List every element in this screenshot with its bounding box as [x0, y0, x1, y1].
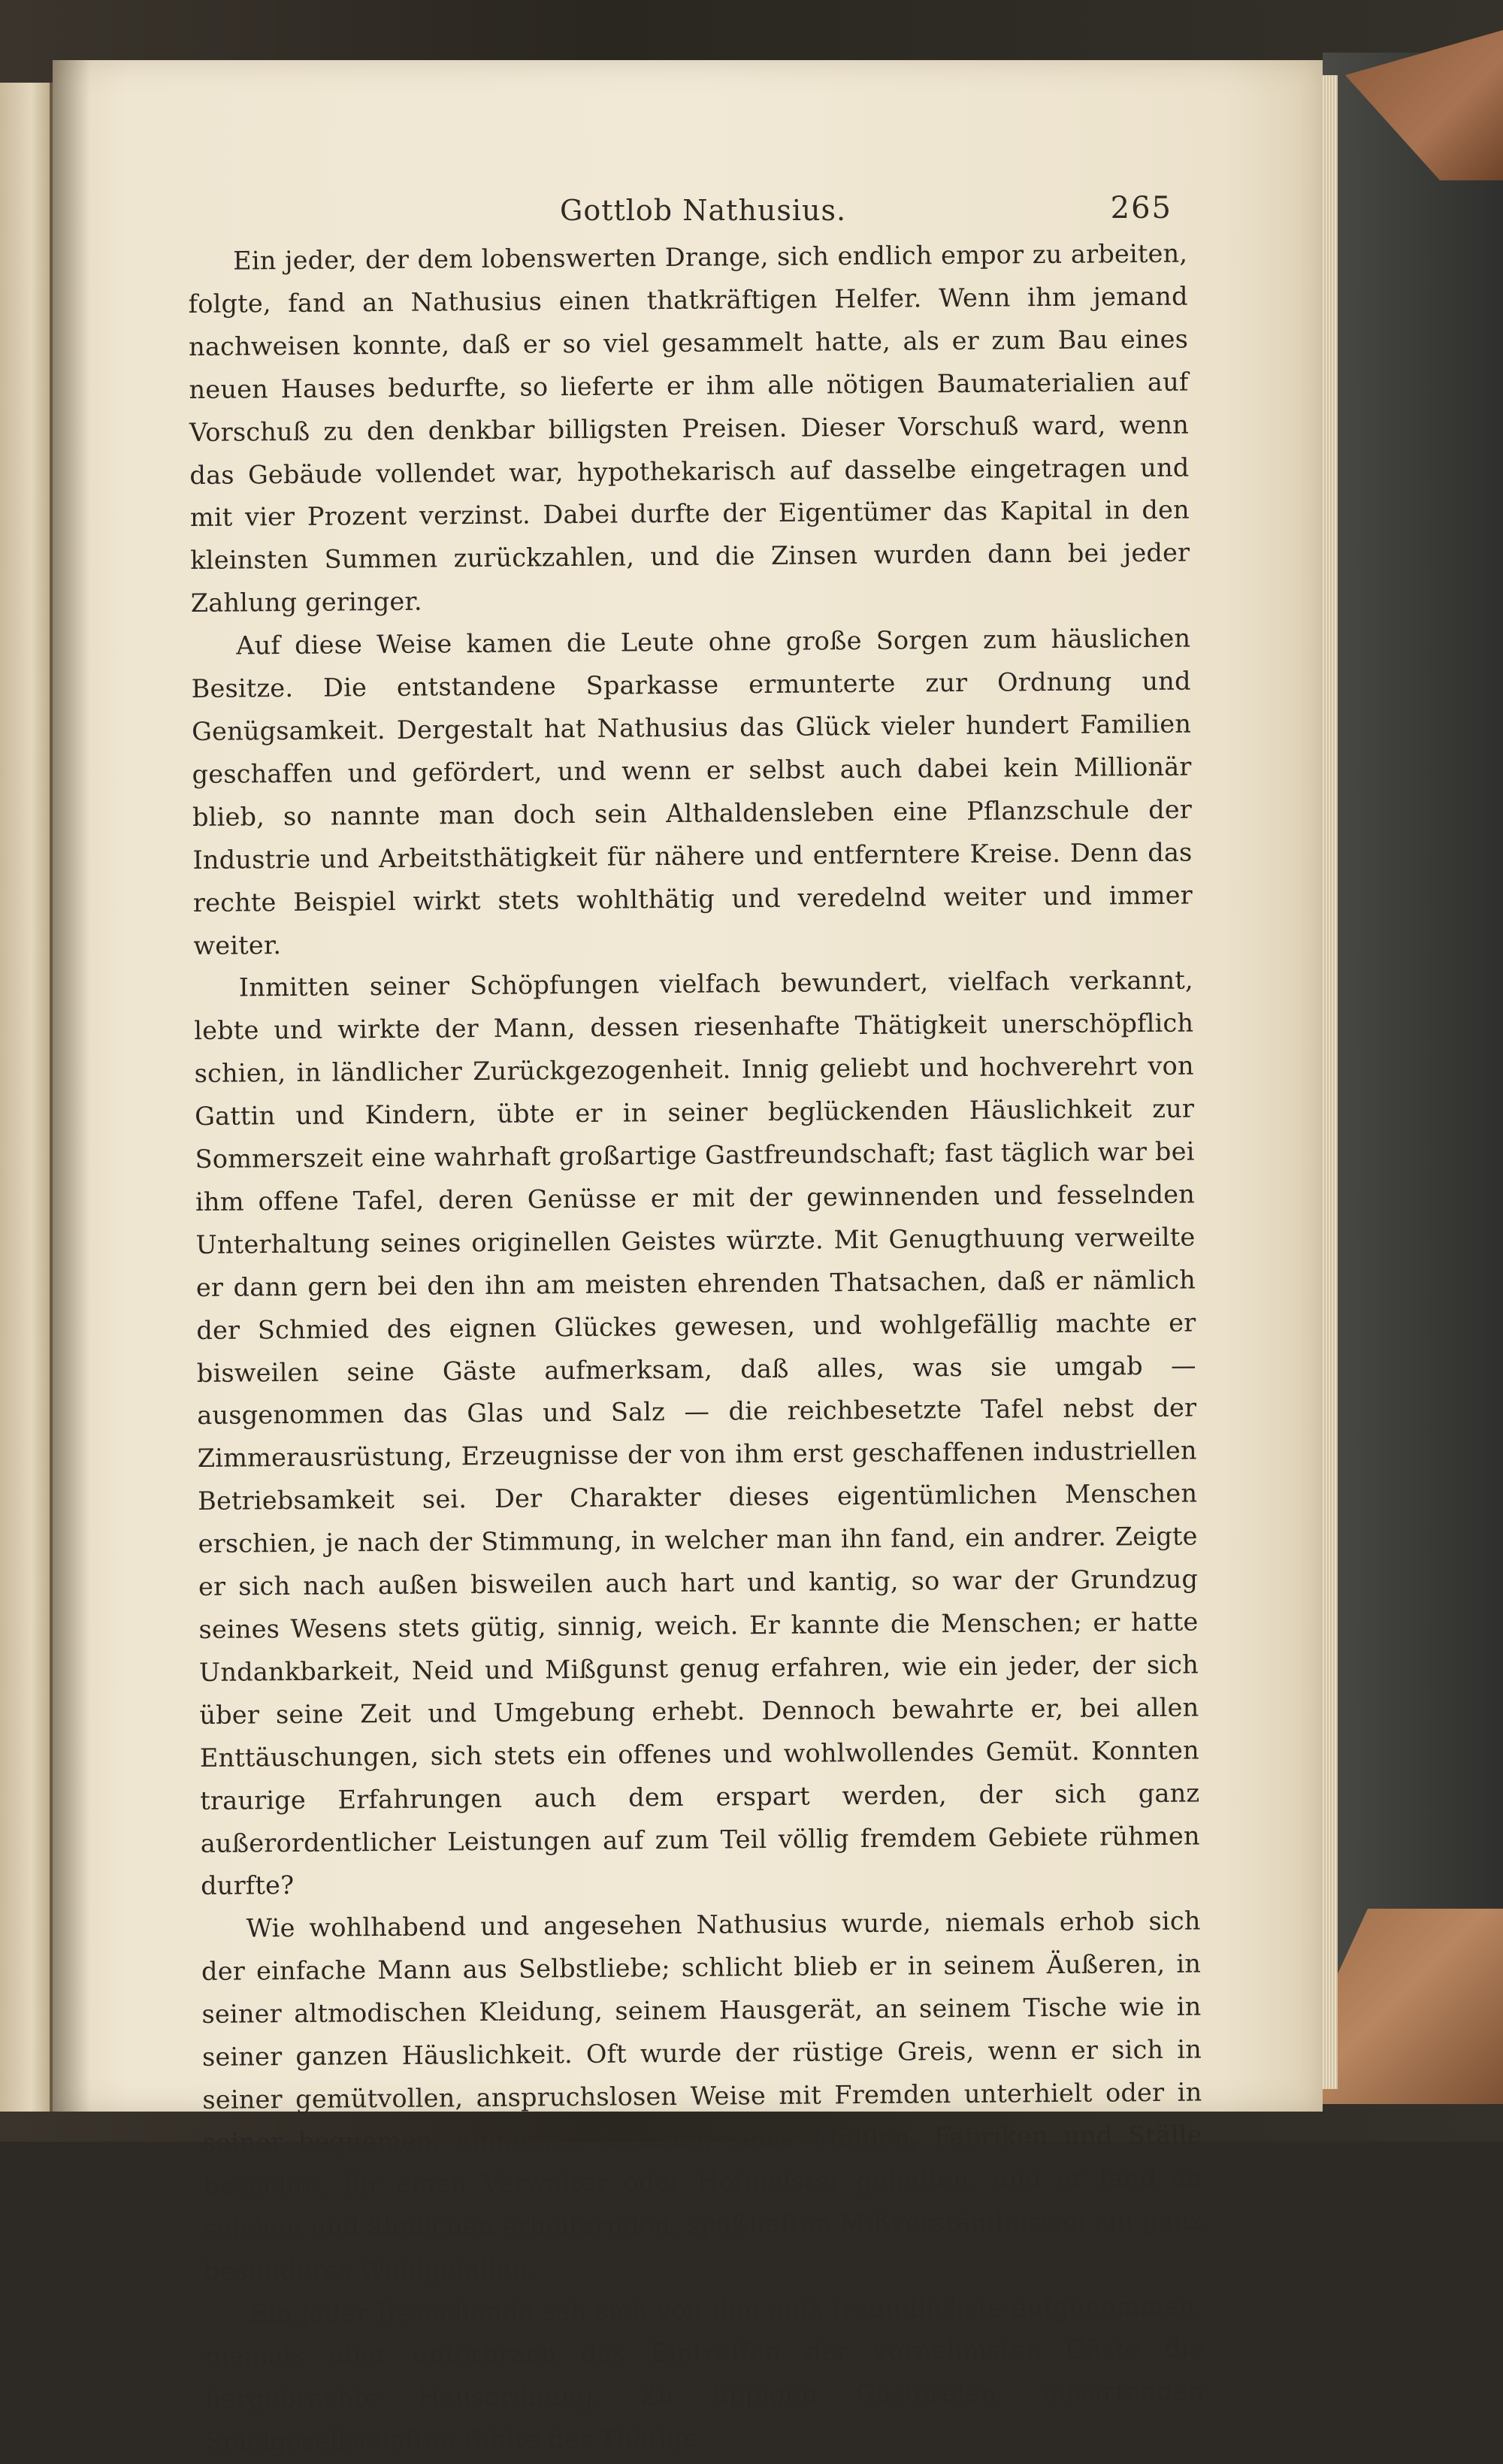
- paragraph: Inmitten seiner Schöpfungen vielfach bewundert, vielfach verkannt, lebte und wirkte der Mann, dessen riesenhafte Thätigkeit unerschöpflich schien, in ländlicher Zurückgezogenheit. Innig geliebt und hochverehrt von Gattin und Kindern, übte er in seiner beglückenden Häuslichkeit zur Sommerszeit eine wahrhaft großartige Gastfreundschaft; fast täglich war bei ihm offene Tafel, deren Genüsse er mit der gewinnenden und fesselnden Unterhaltung seines originellen Geistes würzte. Mit Genugthuung verweilte er dann gern bei den ihn am meisten ehrenden Thatsachen, daß er nämlich der Schmied des eignen Glückes gewesen, und wohlgefällig machte er bisweilen seine Gäste aufmerksam, daß alles, was sie umgab — ausgenommen das Glas und Salz — die reichbesetzte Tafel nebst der Zimmerausrüstung, Erzeugnisse der von ihm erst geschaffenen industriellen Betriebsamkeit sei. Der Charakter dieses eigentümlichen Menschen erschien, je nach der Stimmung, in welcher man ihn fand, ein andrer. Zeigte er sich nach außen bisweilen auch hart und kantig, so war der Grundzug seines Wesens stets gütig, sinnig, weich. Er kannte die Menschen; er hatte Undankbarkeit, Neid und Mißgunst genug erfahren, wie ein jeder, der sich über seine Zeit und Umgebung erhebt. Dennoch bewahrte er, bei allen Enttäuschungen, sich stets ein offenes und wohlwollendes Gemüt. Konnten traurige Erfahrungen auch dem erspart werden, der sich ganz außerordentlicher Leistungen auf zum Teil völlig fremdem Gebiete rühmen durfte?: [194, 965, 1200, 1901]
- running-title: Gottlob Nathusius.: [560, 194, 847, 227]
- body-text: [188, 233, 1205, 2464]
- book-cover: [1323, 53, 1503, 2097]
- paragraph: Ein jeder, der dem lobenswerten Drange, sich endlich empor zu arbeiten, folgte, fand an Nathusius einen thatkräftigen Helfer. Wenn ihm jemand nachweisen konnte, daß er so viel gesammelt hatte, als er zum Bau eines neuen Hauses bedurfte, so lieferte er ihm alle nötigen Baumaterialien auf Vorschuß zu den denkbar billigsten Preisen. Dieser Vorschuß ward, wenn das Gebäude vollendet war, hypothekarisch auf dasselbe eingetragen und mit vier Prozent verzinst. Dabei durfte der Eigentümer das Kapital in den kleinsten Summen zurückzahlen, und die Zinsen wurden dann bei jeder Zahlung geringer.: [188, 238, 1190, 618]
- page-fold-shadow: [53, 60, 90, 2112]
- page-header: [150, 191, 1172, 239]
- paragraph: Wie wohlhabend und angesehen Nathusius wurde, niemals erhob sich der einfache Mann aus Selbstliebe; schlicht blieb er in seinem Äußeren, in seiner altmodischen Kleidung, seinem Hausgerät, an seinem Tische wie in seiner ganzen Häuslichkeit. Oft wurde der rüstige Greis, wenn er sich in seiner gemütvollen, anspruchslosen Weise mit Fremden unterhielt oder in seiner bequemen, einfachen Kleidung seine Mühlen, Fabriken und Ställe besuchte, für einen Verwalter oder Hofmeister gehalten, und er fand an solchen und ähnlichen erheiternden, spaßhaften Mißverständnissen ein ganz besonderes Wohlgefallen.: [201, 1906, 1203, 2286]
- paragraph: Ein jeder Besuchende sah sich von ihm aufs freundlichste aufgenommen, niemals aber unterbrach das Eintreffen der vornehmsten Gäste die hergebrachte Hausordnung. Zu üppigen Gastereien, ausartenden Spielgesellschaften fühlte der Thätige: [204, 2290, 1205, 2457]
- paragraph: Auf diese Weise kamen die Leute ohne große Sorgen zum häuslichen Besitze. Die entstandene Sparkasse ermunterte zur Ordnung und Genügsamkeit. Dergestalt hat Nathusius das Glück vieler hundert Familien geschaffen und gefördert, und wenn er selbst auch dabei kein Millionär blieb, so nannte man doch sein Althaldensleben eine Pflanzschule der Industrie und Arbeitsthätigkeit für nähere und entferntere Kreise. Denn das rechte Beispiel wirkt stets wohlthätig und veredelnd weiter und immer weiter.: [191, 623, 1193, 960]
- facing-page-edge: [0, 83, 54, 2112]
- page-number: 265: [1110, 191, 1172, 225]
